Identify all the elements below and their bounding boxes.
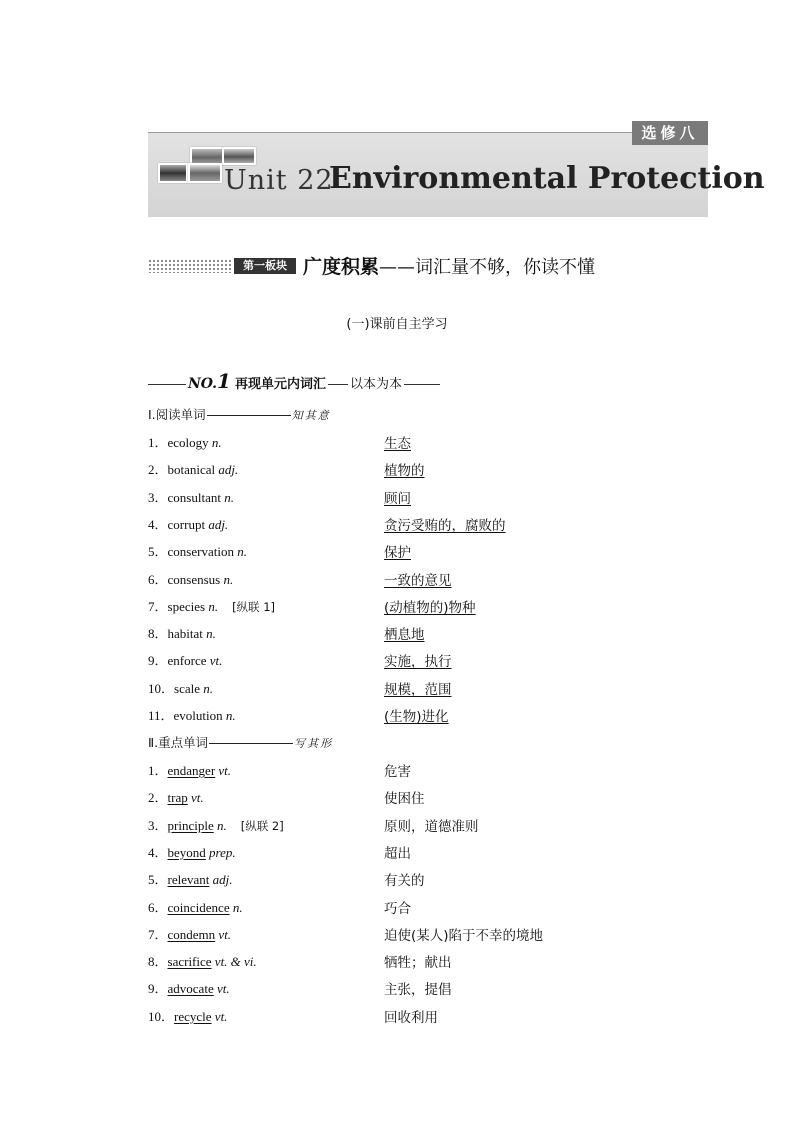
list-item: [148, 459, 708, 479]
key-hint: 写其形: [294, 737, 334, 750]
item-number: 4．: [148, 844, 168, 860]
section-title-main: 广度积累: [303, 256, 380, 278]
word-entry: [148, 897, 243, 916]
chinese-meaning: 有关的: [384, 873, 425, 890]
item-number: 2．: [148, 790, 168, 806]
english-word: enforce: [167, 653, 207, 669]
chinese-meaning: 贪污受贿的，腐败的: [384, 517, 506, 534]
chinese-meaning: 使困住: [384, 791, 425, 808]
part-of-speech: vt. & vi.: [214, 954, 257, 970]
part-of-speech: n.: [223, 571, 234, 587]
english-word: trap: [167, 790, 188, 806]
english-word: coincidence: [167, 899, 230, 915]
english-word: consensus: [167, 571, 221, 587]
part-of-speech: vt.: [214, 1008, 228, 1024]
english-word: condemn: [167, 926, 216, 942]
word-entry: [148, 760, 231, 779]
landscape-thumbnail: [158, 163, 188, 183]
part-of-speech: vt.: [190, 790, 204, 806]
chinese-meaning: 巧合: [384, 900, 411, 917]
part-of-speech: vt.: [209, 653, 223, 669]
list-item: [148, 623, 708, 643]
chinese-meaning: 主张，提倡: [384, 982, 452, 999]
part-of-speech: n.: [211, 435, 222, 450]
cross-reference: [纵联 2]: [240, 818, 284, 833]
chinese-meaning: 生态: [384, 436, 411, 452]
item-number: 9．: [148, 981, 168, 997]
list-item: [148, 897, 708, 917]
dotted-decoration: [148, 259, 232, 273]
english-word: botanical: [167, 462, 216, 478]
section-subtitle: ——词汇量不够，你读不懂: [379, 257, 596, 278]
word-entry: [148, 623, 216, 642]
word-entry: [148, 569, 233, 588]
english-word: ecology: [167, 435, 209, 450]
chinese-meaning: (动植物的)物种: [384, 599, 476, 616]
word-entry: [148, 459, 238, 478]
word-entry: [148, 678, 213, 697]
word-entry: [148, 951, 257, 970]
unit-banner: [148, 124, 765, 217]
english-word: advocate: [167, 981, 214, 997]
chinese-meaning: 原则，道德准则: [384, 818, 479, 835]
chinese-meaning: (生物)进化: [384, 709, 449, 725]
part-of-speech: n.: [224, 489, 234, 505]
list-item: [148, 487, 708, 507]
list-item: [148, 842, 708, 862]
item-number: 6．: [148, 899, 168, 915]
chinese-meaning: 牺牲；献出: [384, 955, 452, 972]
item-number: 3．: [148, 489, 168, 505]
item-number: 10．: [148, 1008, 175, 1024]
item-number: 6．: [148, 571, 168, 587]
item-number: 5．: [148, 872, 168, 888]
english-word: corrupt: [167, 516, 206, 532]
english-word: scale: [174, 680, 200, 696]
item-number: 9．: [148, 653, 168, 669]
word-entry: [148, 541, 247, 560]
word-entry: [148, 978, 230, 997]
english-word: principle: [167, 817, 214, 833]
list-item: [148, 760, 708, 780]
landscape-thumbnail: [222, 147, 256, 165]
english-word: conservation: [167, 544, 234, 560]
key-words-heading: Ⅱ.重点单词 写其形: [148, 735, 334, 750]
item-number: 7．: [148, 926, 168, 942]
item-number: 8．: [148, 954, 168, 970]
chinese-meaning: 迫使(某人)陷于不幸的境地: [384, 927, 544, 944]
list-item: [148, 650, 708, 670]
unit-number: Unit 22: [224, 165, 334, 196]
list-item: [148, 514, 708, 534]
reading-words-heading: Ⅰ.阅读单词 知其意: [148, 407, 331, 422]
part-of-speech: n.: [225, 708, 236, 723]
divider: [328, 384, 348, 385]
word-entry: [148, 842, 236, 861]
list-item: [148, 978, 708, 998]
list-item: [148, 869, 708, 889]
study-subtitle: (一)课前自主学习: [346, 317, 448, 332]
chinese-meaning: 植物的: [384, 463, 425, 480]
english-word: evolution: [173, 708, 223, 723]
word-entry: [148, 869, 233, 888]
list-item: [148, 432, 708, 452]
list-item: [148, 815, 708, 835]
part-of-speech: vt.: [218, 926, 232, 942]
list-item: [148, 541, 708, 561]
chinese-meaning: 危害: [384, 764, 411, 780]
list-item: [148, 787, 708, 807]
list-item: [148, 596, 708, 616]
landscape-thumbnail: [188, 163, 222, 183]
item-number: 7．: [148, 598, 168, 614]
english-word: recycle: [174, 1008, 212, 1024]
item-number: 4．: [148, 516, 168, 532]
series-tab: 选修八: [632, 121, 708, 145]
item-number: 3．: [148, 817, 168, 833]
word-entry: [148, 596, 275, 615]
section-header: [148, 254, 708, 280]
english-word: relevant: [167, 872, 210, 888]
part-of-speech: n.: [208, 598, 219, 614]
english-word: beyond: [167, 844, 206, 860]
list-item: [148, 678, 708, 698]
list-item: [148, 924, 708, 944]
english-word: habitat: [167, 626, 203, 642]
part-of-speech: n.: [203, 680, 213, 696]
word-entry: [148, 514, 228, 533]
list-item: [148, 569, 708, 589]
english-word: endanger: [167, 763, 216, 778]
chinese-meaning: 规模，范围: [384, 681, 452, 698]
part-of-speech: adj.: [212, 872, 233, 888]
word-entry: [148, 487, 234, 506]
item-number: 11．: [148, 708, 174, 723]
word-entry: [148, 705, 236, 724]
divider: [207, 415, 291, 416]
item-number: 8．: [148, 626, 168, 642]
word-entry: [148, 924, 231, 943]
item-number: 10．: [148, 680, 175, 696]
list-item: [148, 1006, 708, 1026]
word-entry: [148, 1006, 227, 1025]
english-word: species: [167, 598, 206, 614]
item-number: 5．: [148, 544, 168, 560]
divider: [148, 384, 186, 385]
part-of-speech: vt.: [216, 981, 230, 997]
part-of-speech: vt.: [218, 763, 232, 778]
list-item: [148, 705, 708, 725]
block-badge: 第一板块: [234, 258, 296, 274]
chinese-meaning: 实施，执行: [384, 654, 452, 671]
item-number: 2．: [148, 462, 168, 478]
word-entry: [148, 787, 204, 806]
english-word: consultant: [167, 489, 221, 505]
divider: [209, 743, 293, 744]
unit-title: Environmental Protection: [329, 161, 765, 196]
english-word: sacrifice: [167, 954, 212, 970]
chinese-meaning: 一致的意见: [384, 572, 452, 589]
part-of-speech: n.: [237, 544, 247, 560]
item-number: 1．: [148, 435, 168, 450]
reading-hint: 知其意: [291, 409, 331, 422]
part-of-speech: adj.: [218, 462, 239, 478]
part-of-speech: adj.: [208, 516, 229, 532]
chinese-meaning: 栖息地: [384, 627, 425, 644]
word-entry: [148, 432, 222, 451]
chinese-meaning: 顾问: [384, 490, 411, 507]
word-entry: [148, 815, 284, 834]
divider: [404, 384, 440, 385]
part-of-speech: prep.: [209, 844, 236, 860]
no-mark: NO.1: [188, 369, 231, 393]
no1-heading: [148, 369, 442, 393]
section-title: [303, 252, 595, 279]
part-of-speech: n.: [206, 626, 216, 642]
list-item: [148, 951, 708, 971]
chinese-meaning: 超出: [384, 845, 411, 862]
part-of-speech: n.: [232, 899, 243, 915]
item-number: 1．: [148, 763, 168, 778]
chinese-meaning: 保护: [384, 545, 411, 562]
no1-label: 再现单元内词汇: [234, 377, 326, 392]
part-of-speech: n.: [216, 817, 227, 833]
cross-reference: [纵联 1]: [232, 599, 276, 614]
no1-tail: 以本为本: [349, 377, 402, 392]
chinese-meaning: 回收利用: [384, 1009, 438, 1026]
word-entry: [148, 650, 222, 669]
